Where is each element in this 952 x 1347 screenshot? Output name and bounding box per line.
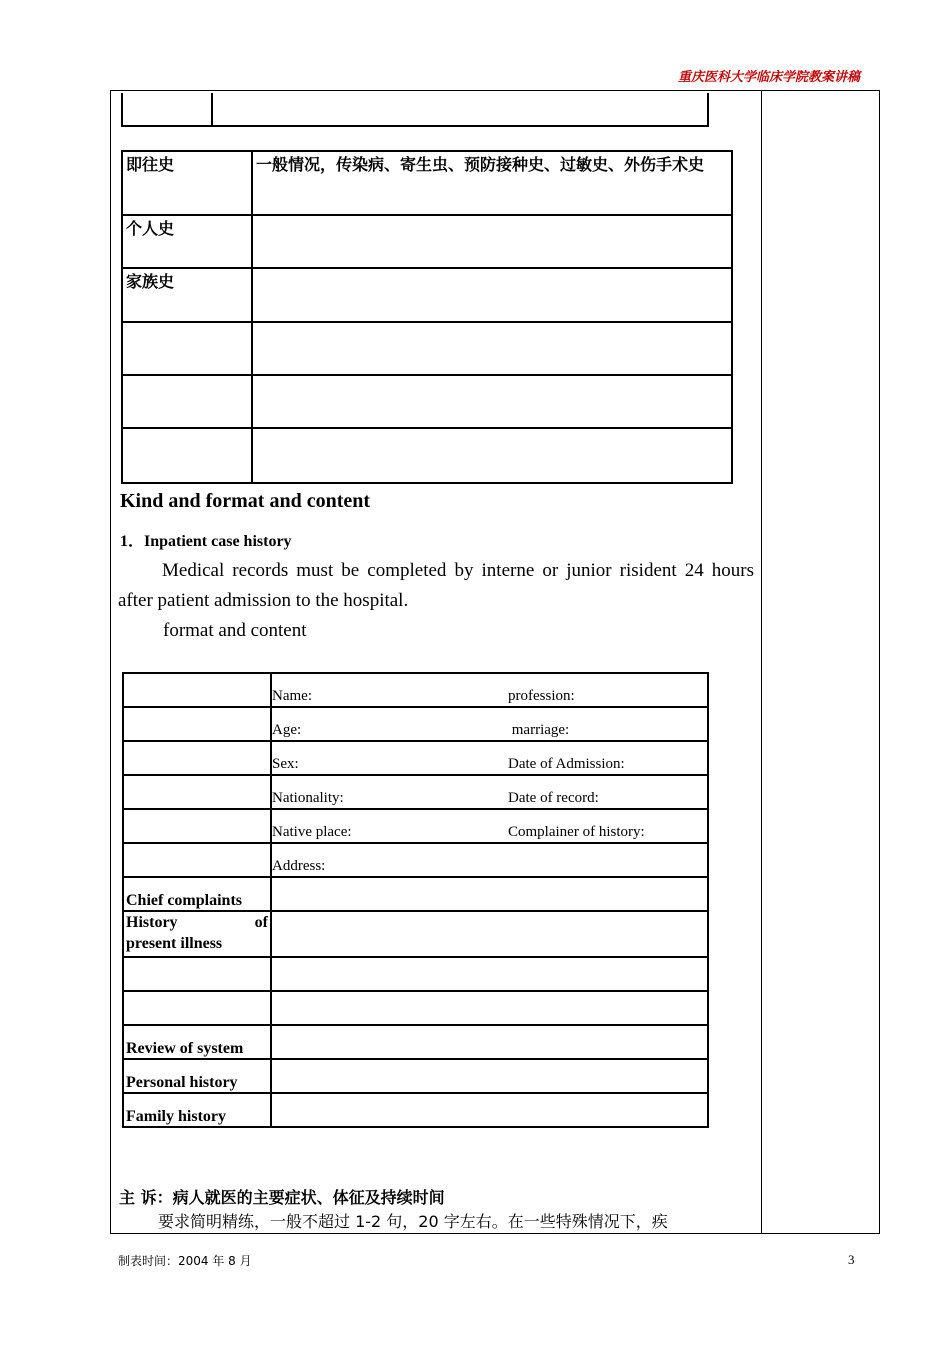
row-label: 个人史 [122,215,252,268]
table-row [122,268,732,322]
present-illness-word: present illness [126,935,223,952]
row-label [123,843,271,877]
table-row [123,775,708,809]
row-content [252,375,732,428]
row-label [123,809,271,843]
row-content [271,877,708,911]
format-line: format and content [163,620,307,641]
page-number: 3 [848,1252,855,1267]
history-label-line [126,912,268,933]
info-left: Nationality: [272,790,344,806]
info-left: Address: [272,858,326,874]
case-history-table [122,672,709,1128]
row-content [271,1025,708,1059]
row-content [271,1093,708,1127]
row-content [252,268,732,322]
history-present-illness-label [123,911,271,957]
table-row [123,1093,708,1127]
footer-date: 制表时间：2004 年 8 月 [118,1254,252,1268]
chief-complaint-title: 主 诉：病人就医的主要症状、体征及持续时间 [119,1188,445,1207]
chief-complaint-body: 要求简明精练，一般不超过 1-2 句，20 字左右。在一些特殊情况下，疾 [158,1212,668,1231]
family-history-label: Family history [123,1093,271,1127]
row-content [271,1059,708,1093]
row-label [123,707,271,741]
info-right: Complainer of history: [508,824,645,840]
info-cell [271,707,708,741]
row-label [123,673,271,707]
table-row [123,809,708,843]
info-right: profession: [508,688,575,704]
table-row [122,151,732,215]
medical-history-table [121,150,733,484]
info-left: Sex: [272,756,299,772]
info-cell [271,843,708,877]
row-content [252,428,732,483]
table-row [122,322,732,375]
row-content [252,215,732,268]
info-right: Date of record: [508,790,599,806]
row-label: 即往史 [122,151,252,215]
of-word: of [254,914,268,931]
row-content [252,322,732,375]
table-row [123,911,708,957]
body-paragraph: Medical records must be completed by interne or junior risident 24 hours after patient admission to the hospital. [118,560,754,611]
row-label [123,991,271,1025]
row-content: 一般情况，传染病、寄生虫、预防接种史、过敏史、外伤手术史 [252,151,732,215]
table-row [123,707,708,741]
row-content [271,957,708,991]
row-label [123,775,271,809]
table-row [122,428,732,483]
info-left: Native place: [272,824,352,840]
table-row [122,375,732,428]
margin-column-divider [761,91,762,1233]
info-left: Name: [272,688,312,704]
personal-history-label: Personal history [123,1059,271,1093]
table-row [123,1025,708,1059]
table-row [123,741,708,775]
row-label [123,741,271,775]
table-row [123,843,708,877]
section-subtitle: 1．Inpatient case history [120,533,292,550]
row-label [122,375,252,428]
row-content [271,911,708,957]
info-cell [271,775,708,809]
row-label [122,428,252,483]
row-label [122,322,252,375]
history-word: History [126,914,178,931]
review-of-system-label: Review of system [123,1025,271,1059]
info-right: Date of Admission: [508,756,625,772]
table-row [123,991,708,1025]
info-cell [271,741,708,775]
row-content [271,991,708,1025]
table-column-divider [211,93,213,125]
continued-table-fragment [121,93,709,127]
row-label [123,957,271,991]
info-cell [271,809,708,843]
info-right: marriage: [508,722,570,738]
table-row [123,673,708,707]
table-row [123,957,708,991]
table-row [123,877,708,911]
info-cell [271,673,708,707]
section-title: Kind and format and content [120,490,371,512]
info-left: Age: [272,722,302,738]
row-label: 家族史 [122,268,252,322]
chief-complaints-label: Chief complaints [123,877,271,911]
table-row [122,215,732,268]
table-row [123,1059,708,1093]
header-title: 重庆医科大学临床学院教案讲稿 [677,69,860,84]
